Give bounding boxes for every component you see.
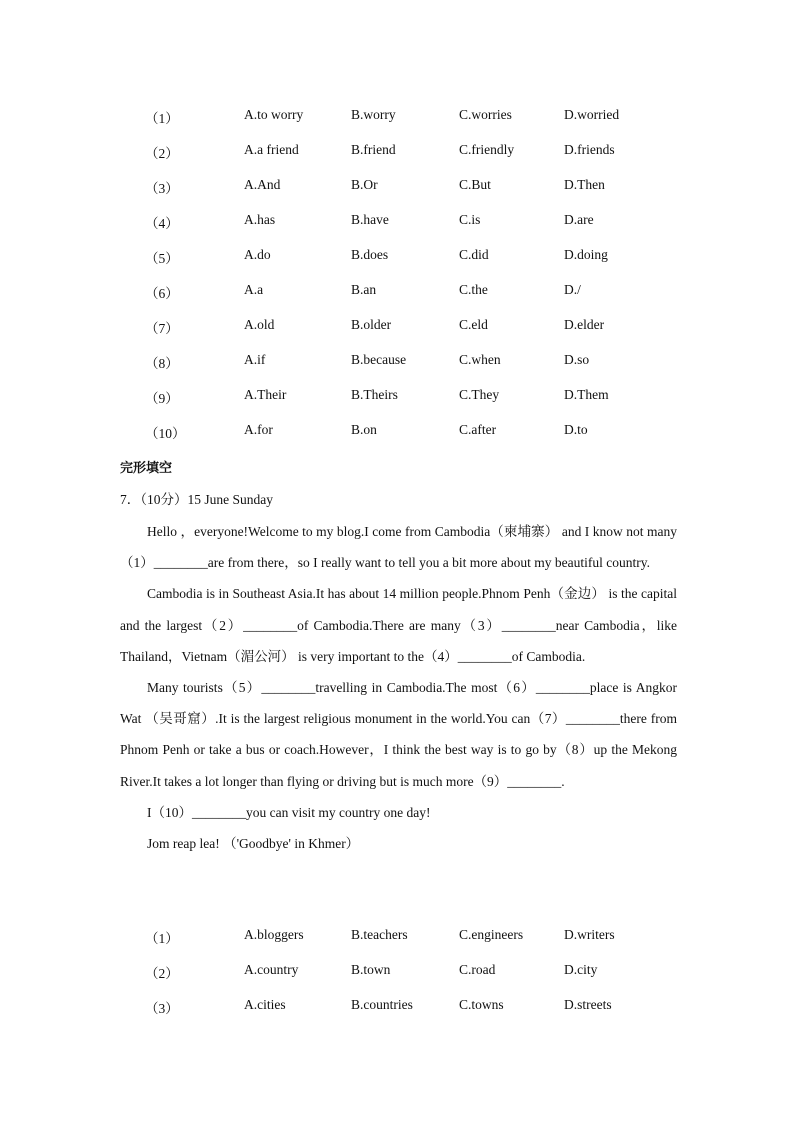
option-row	[0, 352, 794, 387]
option-b: B.because	[351, 352, 407, 367]
option-c: C.worries	[459, 107, 512, 122]
cloze-passage	[120, 516, 677, 859]
option-row	[0, 177, 794, 212]
option-d: D.worried	[564, 107, 620, 122]
option-b: B.worry	[351, 107, 396, 122]
option-c: C.towns	[459, 997, 504, 1012]
option-b: B.teachers	[351, 927, 408, 942]
option-b: B.friend	[351, 142, 396, 157]
passage-paragraph-5: Jom reap lea! （'Goodbye' in Khmer）	[147, 836, 360, 852]
option-d: D.to	[564, 422, 588, 437]
question-7-options	[0, 927, 794, 1032]
option-d: D.streets	[564, 997, 612, 1012]
option-row	[0, 317, 794, 352]
section-title: 完形填空	[120, 461, 173, 476]
option-number: （3）	[145, 181, 179, 196]
option-d: D./	[564, 282, 581, 297]
option-row	[0, 282, 794, 317]
option-b: B.Or	[351, 177, 378, 192]
option-number: （4）	[145, 216, 179, 231]
option-d: D.elder	[564, 317, 605, 332]
option-a: A.country	[244, 962, 299, 977]
option-a: A.for	[244, 422, 273, 437]
option-b: B.older	[351, 317, 392, 332]
option-row	[0, 107, 794, 142]
option-a: A.has	[244, 212, 276, 227]
option-a: A.do	[244, 247, 271, 262]
option-number: （2）	[145, 146, 179, 161]
passage-paragraph-3: Many tourists（5）________travelling in Cambodia.The most（6）________place is Angkor Wat （吴哥窟）.It is the largest religious monument in the world.You can（7）________there from Phnom Penh or take a bus or coach.However，I think the best way is to go by（8）up the Mekong River.It takes a lot longer than flying or driving but is much more（9）________.	[120, 680, 677, 789]
option-number: （6）	[145, 286, 179, 301]
option-c: C.But	[459, 177, 491, 192]
option-b: B.Theirs	[351, 387, 398, 402]
option-c: C.after	[459, 422, 497, 437]
option-c: C.eld	[459, 317, 488, 332]
option-row	[0, 387, 794, 422]
option-b: B.on	[351, 422, 377, 437]
option-row	[0, 997, 794, 1032]
option-number: （8）	[145, 356, 179, 371]
option-row	[0, 212, 794, 247]
option-a: A.And	[244, 177, 281, 192]
option-row	[0, 927, 794, 962]
option-c: C.the	[459, 282, 488, 297]
option-d: D.writers	[564, 927, 615, 942]
option-c: C.is	[459, 212, 481, 227]
option-row	[0, 422, 794, 457]
option-c: C.friendly	[459, 142, 515, 157]
option-number: （1）	[145, 111, 179, 126]
option-c: C.when	[459, 352, 501, 367]
option-b: B.have	[351, 212, 389, 227]
option-a: A.bloggers	[244, 927, 304, 942]
option-row	[0, 142, 794, 177]
option-a: A.a friend	[244, 142, 299, 157]
passage-paragraph-2: Cambodia is in Southeast Asia.It has about 14 million people.Phnom Penh（金边） is the capital and the largest（2）________of Cambodia.There are many（3）________near Cambodia，like Thailand，Vietnam（湄公河） is very important to the（4）________of Cambodia.	[120, 586, 677, 664]
question-header: 7．（10分）15 June Sunday	[120, 492, 273, 507]
option-d: D.doing	[564, 247, 608, 262]
option-b: B.countries	[351, 997, 413, 1012]
option-number: （2）	[145, 966, 179, 981]
option-number: （7）	[145, 321, 179, 336]
option-number: （9）	[145, 391, 179, 406]
option-row	[0, 247, 794, 282]
option-b: B.an	[351, 282, 377, 297]
option-d: D.friends	[564, 142, 615, 157]
option-a: A.to worry	[244, 107, 304, 122]
option-number: （5）	[145, 251, 179, 266]
option-d: D.Them	[564, 387, 609, 402]
option-row	[0, 962, 794, 997]
option-a: A.cities	[244, 997, 286, 1012]
option-d: D.city	[564, 962, 598, 977]
option-c: C.They	[459, 387, 500, 402]
option-b: B.does	[351, 247, 389, 262]
option-b: B.town	[351, 962, 391, 977]
passage-paragraph-4: I（10）________you can visit my country one day!	[147, 804, 431, 820]
option-d: D.are	[564, 212, 594, 227]
previous-question-options	[0, 107, 794, 457]
option-number: （1）	[145, 931, 179, 946]
option-a: A.Their	[244, 387, 287, 402]
option-c: C.engineers	[459, 927, 524, 942]
option-d: D.so	[564, 352, 590, 367]
option-a: A.if	[244, 352, 266, 367]
option-a: A.a	[244, 282, 264, 297]
option-d: D.Then	[564, 177, 605, 192]
option-a: A.old	[244, 317, 275, 332]
passage-paragraph-1: Hello ，everyone!Welcome to my blog.I come from Cambodia（柬埔寨） and I know not many（1）________are from there，so I really want to tell you a bit more about my beautiful country.	[120, 524, 677, 571]
option-number: （3）	[145, 1001, 179, 1016]
option-c: C.road	[459, 962, 496, 977]
option-c: C.did	[459, 247, 489, 262]
option-number: （10）	[145, 426, 186, 441]
